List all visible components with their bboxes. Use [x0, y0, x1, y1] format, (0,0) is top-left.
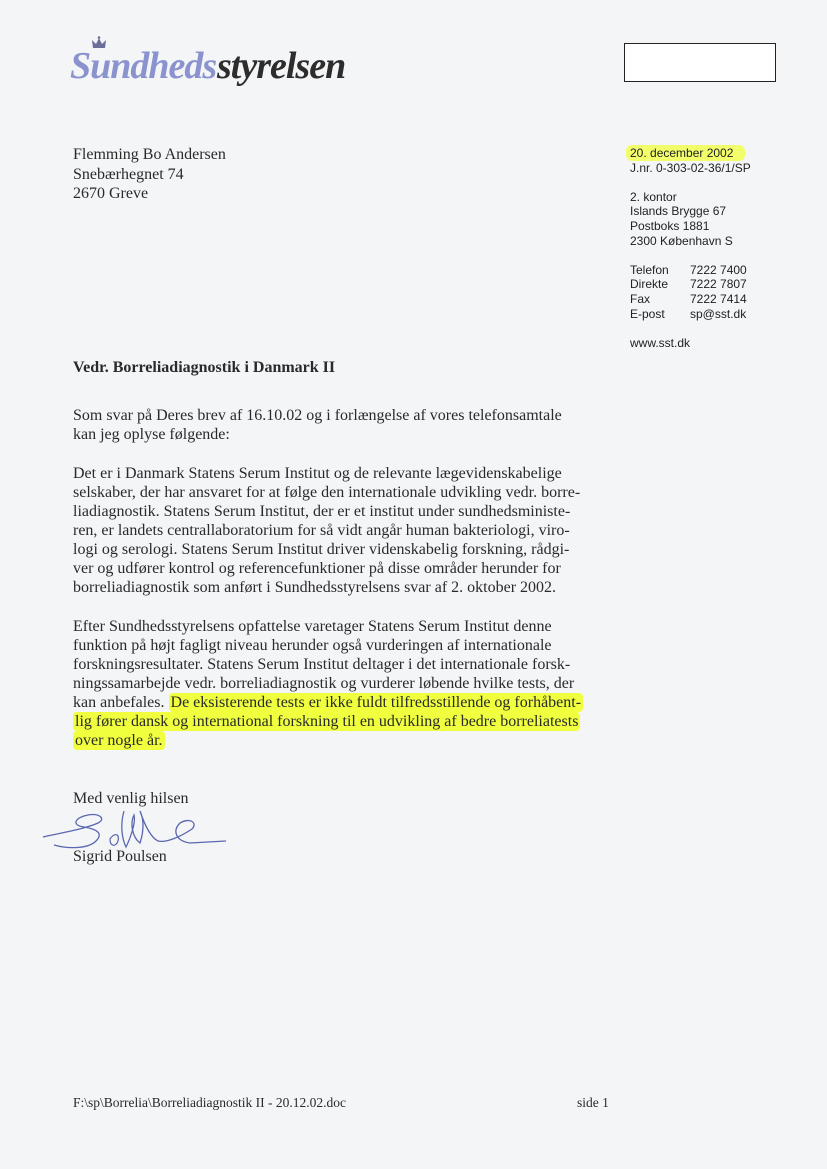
text-line: liadiagnostik. Statens Serum Institut, der er et institut under sundhedsministe- [73, 503, 571, 520]
text-line: Som svar på Deres brev af 16.10.02 og i forlængelse af vores telefonsamtale [73, 407, 562, 424]
text-line: ningssamarbejde vedr. borreliadiagnostik og vurderer løbende hvilke tests, der [73, 675, 575, 692]
highlighted-text: De eksisterende tests er ikke fuldt tilfredsstillende og forhåbent- [170, 694, 582, 711]
office-city: 2300 København S [630, 233, 733, 248]
website: www.sst.dk [630, 335, 691, 350]
contact-fax [630, 292, 751, 307]
recipient-name: Flemming Bo Andersen [73, 146, 226, 163]
text-line: ren, er landets centrallaboratorium for så vidt angår human bakteriologi, viro- [73, 522, 570, 539]
contact-phone [630, 263, 751, 278]
paragraph-3 [73, 617, 613, 750]
paragraph-1 [73, 406, 613, 444]
highlighted-text: lig fører dansk og international forskning til en udvikling af bedre borreliatests [75, 713, 579, 730]
text-line [73, 712, 613, 731]
text-line: selskaber, der har ansvaret for at følge den internationale udvikling vedr. borre- [73, 484, 581, 501]
contact-label: Telefon [630, 262, 669, 277]
office-street: Islands Brygge 67 [630, 204, 727, 219]
logo-text-part1: Sundheds [70, 45, 217, 87]
sender-info-block [630, 146, 751, 350]
text-line: ver og udfører kontrol og referencefunktioner på disse områder herunder for [73, 560, 561, 577]
contact-value: 7222 7807 [690, 277, 747, 292]
contact-label: Direkte [630, 277, 669, 292]
text-line: funktion på højt fagligt niveau herunder også vurderingen af internationale [73, 637, 552, 654]
text-line: borreliadiagnostik som anført i Sundhedsstyrelsens svar af 2. oktober 2002. [73, 579, 557, 596]
contact-value: 7222 7414 [690, 291, 747, 306]
stamp-box [624, 43, 776, 82]
recipient-city: 2670 Greve [73, 185, 149, 202]
text-line: logi og serologi. Statens Serum Institut driver videnskabelig forskning, rådgi- [73, 541, 570, 558]
contact-value: sp@sst.dk [690, 306, 747, 321]
recipient-address [73, 145, 226, 204]
highlighted-text: over nogle år. [75, 732, 163, 749]
reference-number: J.nr. 0-303-02-36/1/SP [630, 160, 751, 175]
contact-label: E-post [630, 306, 665, 321]
text-line: forskningsresultater. Statens Serum Institut deltager i det internationale forsk- [73, 656, 571, 673]
text-line [73, 731, 613, 750]
contact-label: Fax [630, 291, 651, 306]
office-postbox: Postboks 1881 [630, 218, 710, 233]
text-plain: kan anbefales. [73, 694, 165, 711]
logo-text-part2: styrelsen [217, 45, 346, 87]
recipient-street: Snebærhegnet 74 [73, 165, 184, 183]
text-line: kan jeg oplyse følgende: [73, 426, 230, 443]
office-name: 2. kontor [630, 189, 677, 204]
text-line: Efter Sundhedsstyrelsens opfattelse varetager Statens Serum Institut denne [73, 618, 552, 635]
paragraph-2 [73, 464, 613, 597]
closing-text: Med venlig hilsen [73, 790, 189, 807]
footer-file-path: F:\sp\Borrelia\Borreliadiagnostik II - 20.12.02.doc [73, 1095, 346, 1110]
footer-page-number: side 1 [577, 1095, 609, 1110]
text-line [73, 693, 613, 712]
letter-subject: Vedr. Borreliadiagnostik i Danmark II [73, 359, 336, 376]
text-line: Det er i Danmark Statens Serum Institut og de relevante lægevidenskabelige [73, 465, 562, 482]
contact-email [630, 307, 751, 322]
letter-date: 20. december 2002 [626, 145, 745, 161]
sender-name: Sigrid Poulsen [73, 848, 167, 865]
contact-value: 7222 7400 [690, 262, 747, 277]
contact-direct [630, 277, 751, 292]
